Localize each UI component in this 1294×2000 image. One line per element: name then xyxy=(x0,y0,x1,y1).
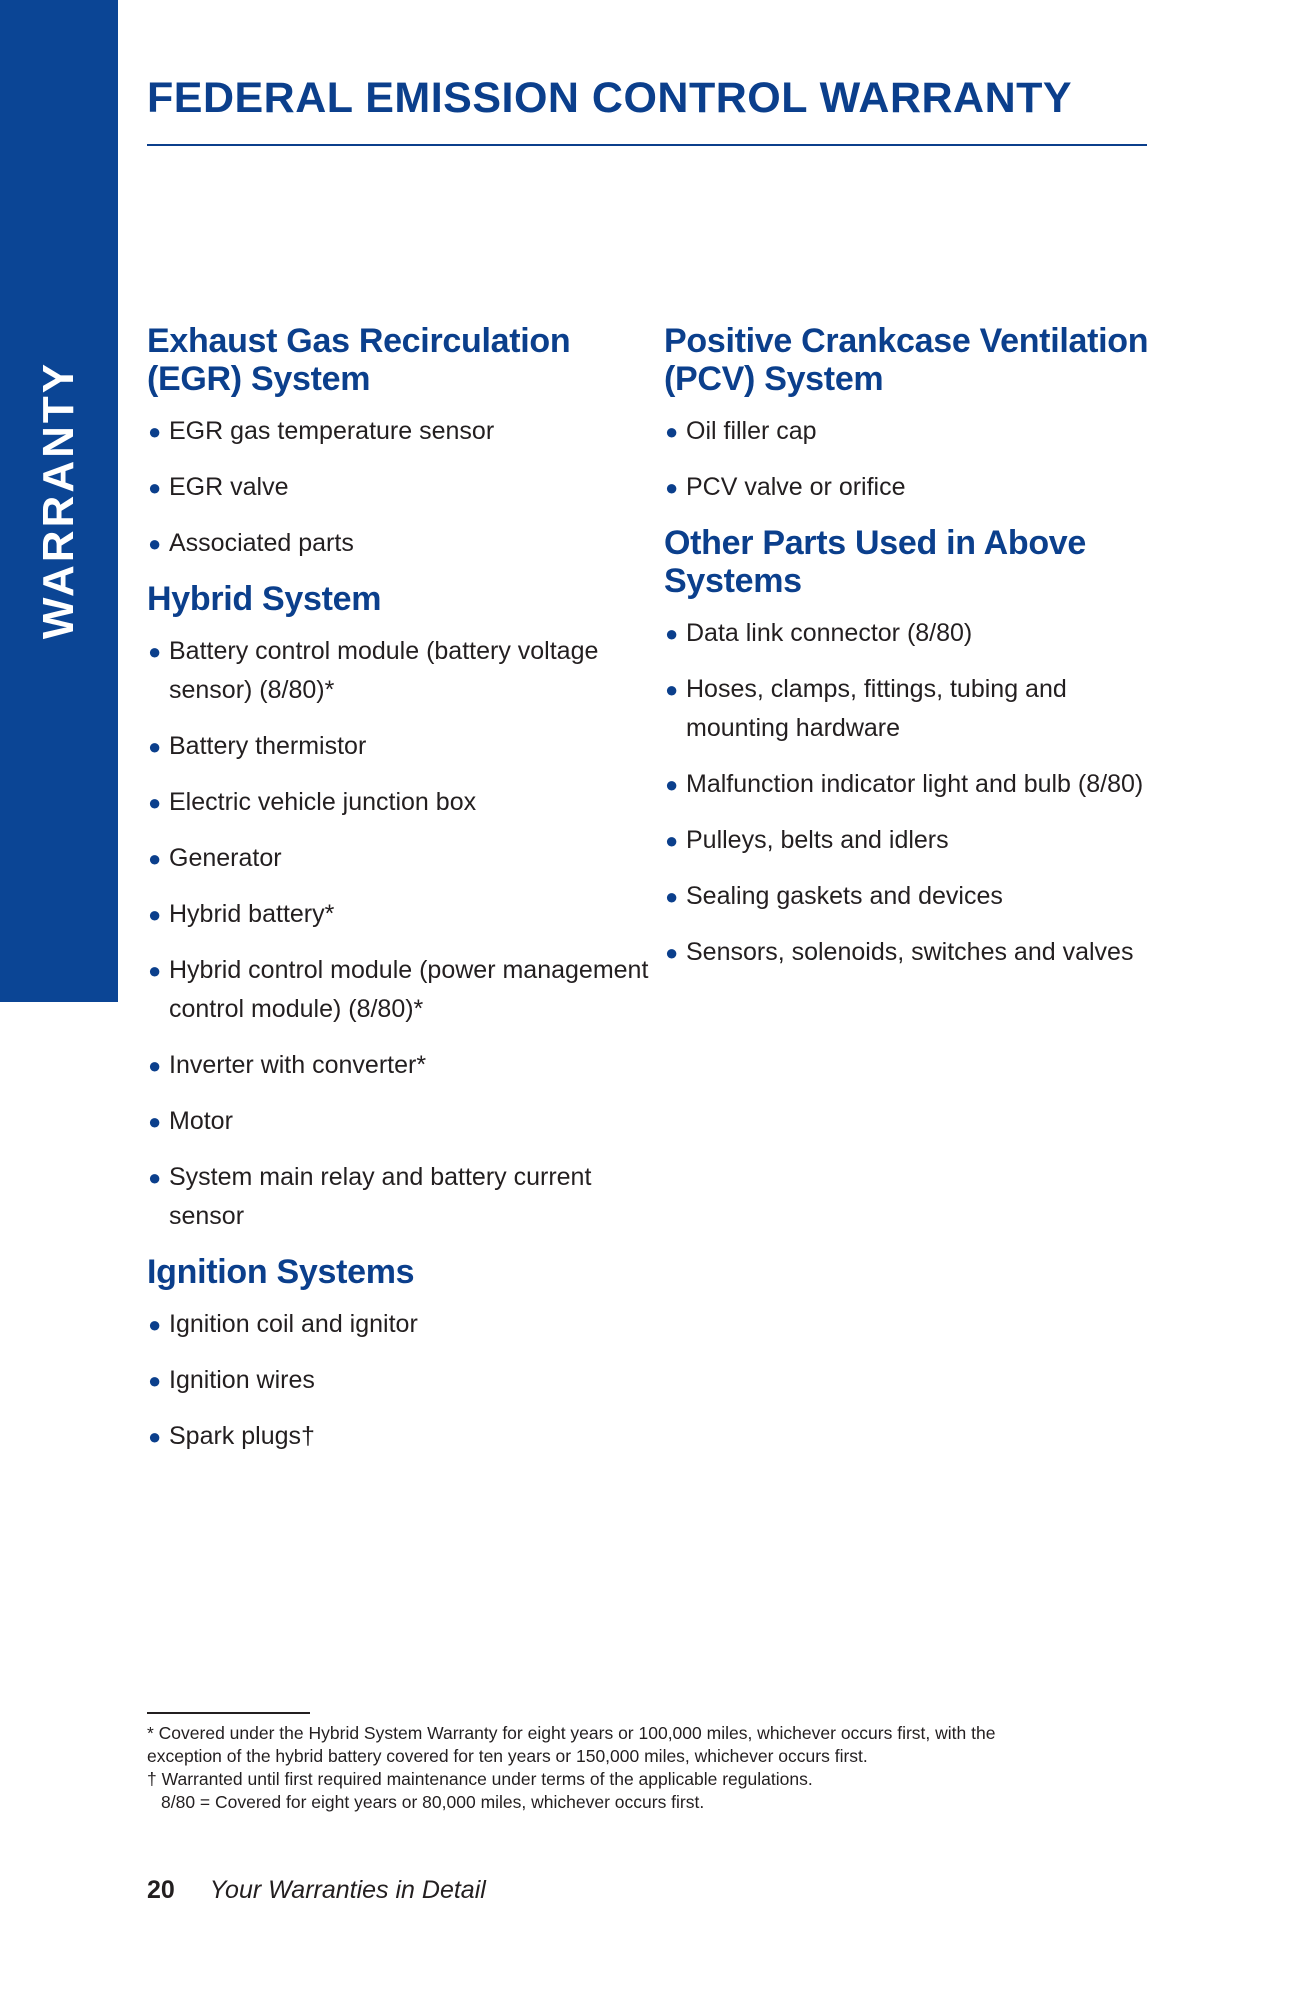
bullet-icon: ● xyxy=(665,828,679,853)
footer-title: Your Warranties in Detail xyxy=(209,1876,486,1904)
list-item: ● Sensors, solenoids, switches and valves xyxy=(664,933,1174,972)
section-heading: Other Parts Used in Above Systems xyxy=(664,524,1087,600)
bullet-icon: ● xyxy=(148,1368,162,1393)
item-list xyxy=(147,412,657,563)
bullet-icon: ● xyxy=(148,419,162,444)
list-item: ● Ignition coil and ignitor xyxy=(147,1305,657,1344)
bullet-icon: ● xyxy=(665,475,679,500)
page-title: FEDERAL EMISSION CONTROL WARRANTY xyxy=(147,74,1073,122)
bullet-icon: ● xyxy=(148,846,162,871)
bullet-icon: ● xyxy=(148,531,162,556)
right-column xyxy=(664,322,1174,989)
bullet-icon: ● xyxy=(665,884,679,909)
list-item: ● Oil filler cap xyxy=(664,412,1174,451)
list-item: ● EGR gas temperature sensor xyxy=(147,412,657,451)
bullet-icon: ● xyxy=(148,902,162,927)
item-list xyxy=(664,412,1174,507)
list-item: ● Data link connector (8/80) xyxy=(664,614,1174,653)
list-item: ● Generator xyxy=(147,839,657,878)
item-list xyxy=(664,614,1174,972)
list-item: ● Hybrid battery* xyxy=(147,895,657,934)
section-pcv-system xyxy=(664,322,1174,507)
footnote-dagger: † Warranted until first required maintenance under terms of the applicable regulations. xyxy=(147,1769,813,1789)
bullet-icon: ● xyxy=(148,958,162,983)
list-item: ● EGR valve xyxy=(147,468,657,507)
footnote-asterisk: * Covered under the Hybrid System Warranty for eight years or 100,000 miles, whichever occurs first, with the exception of the hybrid battery covered for ten years or 150,000 miles, whichever occurs first. xyxy=(147,1723,996,1766)
list-item: ● Malfunction indicator light and bulb (8/80) xyxy=(664,765,1174,804)
left-column xyxy=(147,322,657,1473)
bullet-icon: ● xyxy=(148,734,162,759)
side-tab-label: WARRANTY xyxy=(34,360,83,640)
list-item: ● Inverter with converter* xyxy=(147,1046,657,1085)
list-item: ● Pulleys, belts and idlers xyxy=(664,821,1174,860)
section-heading: Ignition Systems xyxy=(147,1253,415,1291)
list-item: ● Spark plugs† xyxy=(147,1417,657,1456)
bullet-icon: ● xyxy=(148,1053,162,1078)
list-item: ● Hybrid control module (power management control module) (8/80)* xyxy=(147,951,657,1029)
list-item: ● PCV valve or orifice xyxy=(664,468,1174,507)
list-item: ● Associated parts xyxy=(147,524,657,563)
section-other-parts xyxy=(664,524,1174,972)
footnotes xyxy=(147,1722,1067,1814)
list-item: ● Electric vehicle junction box xyxy=(147,783,657,822)
item-list xyxy=(147,1305,657,1456)
bullet-icon: ● xyxy=(148,1312,162,1337)
footnote-divider xyxy=(147,1712,310,1714)
list-item: ● Sealing gaskets and devices xyxy=(664,877,1174,916)
section-hybrid-system xyxy=(147,580,657,1236)
list-item: ● Hoses, clamps, fittings, tubing and mounting hardware xyxy=(664,670,1174,748)
bullet-icon: ● xyxy=(148,1109,162,1134)
page-number: 20 xyxy=(147,1876,175,1904)
footnote-8-80: 8/80 = Covered for eight years or 80,000 miles, whichever occurs first. xyxy=(161,1792,705,1812)
section-heading: Exhaust Gas Recirculation (EGR) System xyxy=(147,322,571,398)
section-ignition-systems xyxy=(147,1253,657,1456)
list-item: ● System main relay and battery current sensor xyxy=(147,1158,657,1236)
bullet-icon: ● xyxy=(665,419,679,444)
item-list xyxy=(147,632,657,1236)
bullet-icon: ● xyxy=(148,790,162,815)
list-item: ● Motor xyxy=(147,1102,657,1141)
bullet-icon: ● xyxy=(665,772,679,797)
bullet-icon: ● xyxy=(665,621,679,646)
title-divider xyxy=(147,144,1147,146)
page-footer xyxy=(147,1876,486,1905)
bullet-icon: ● xyxy=(148,1424,162,1449)
section-egr-system xyxy=(147,322,657,563)
list-item: ● Battery control module (battery voltage sensor) (8/80)* xyxy=(147,632,657,710)
section-heading: Hybrid System xyxy=(147,580,382,618)
side-tab xyxy=(0,0,118,1002)
list-item: ● Battery thermistor xyxy=(147,727,657,766)
bullet-icon: ● xyxy=(148,639,162,664)
bullet-icon: ● xyxy=(665,940,679,965)
bullet-icon: ● xyxy=(148,475,162,500)
section-heading: Positive Crankcase Ventilation (PCV) System xyxy=(664,322,1149,398)
list-item: ● Ignition wires xyxy=(147,1361,657,1400)
bullet-icon: ● xyxy=(665,677,679,702)
bullet-icon: ● xyxy=(148,1165,162,1190)
